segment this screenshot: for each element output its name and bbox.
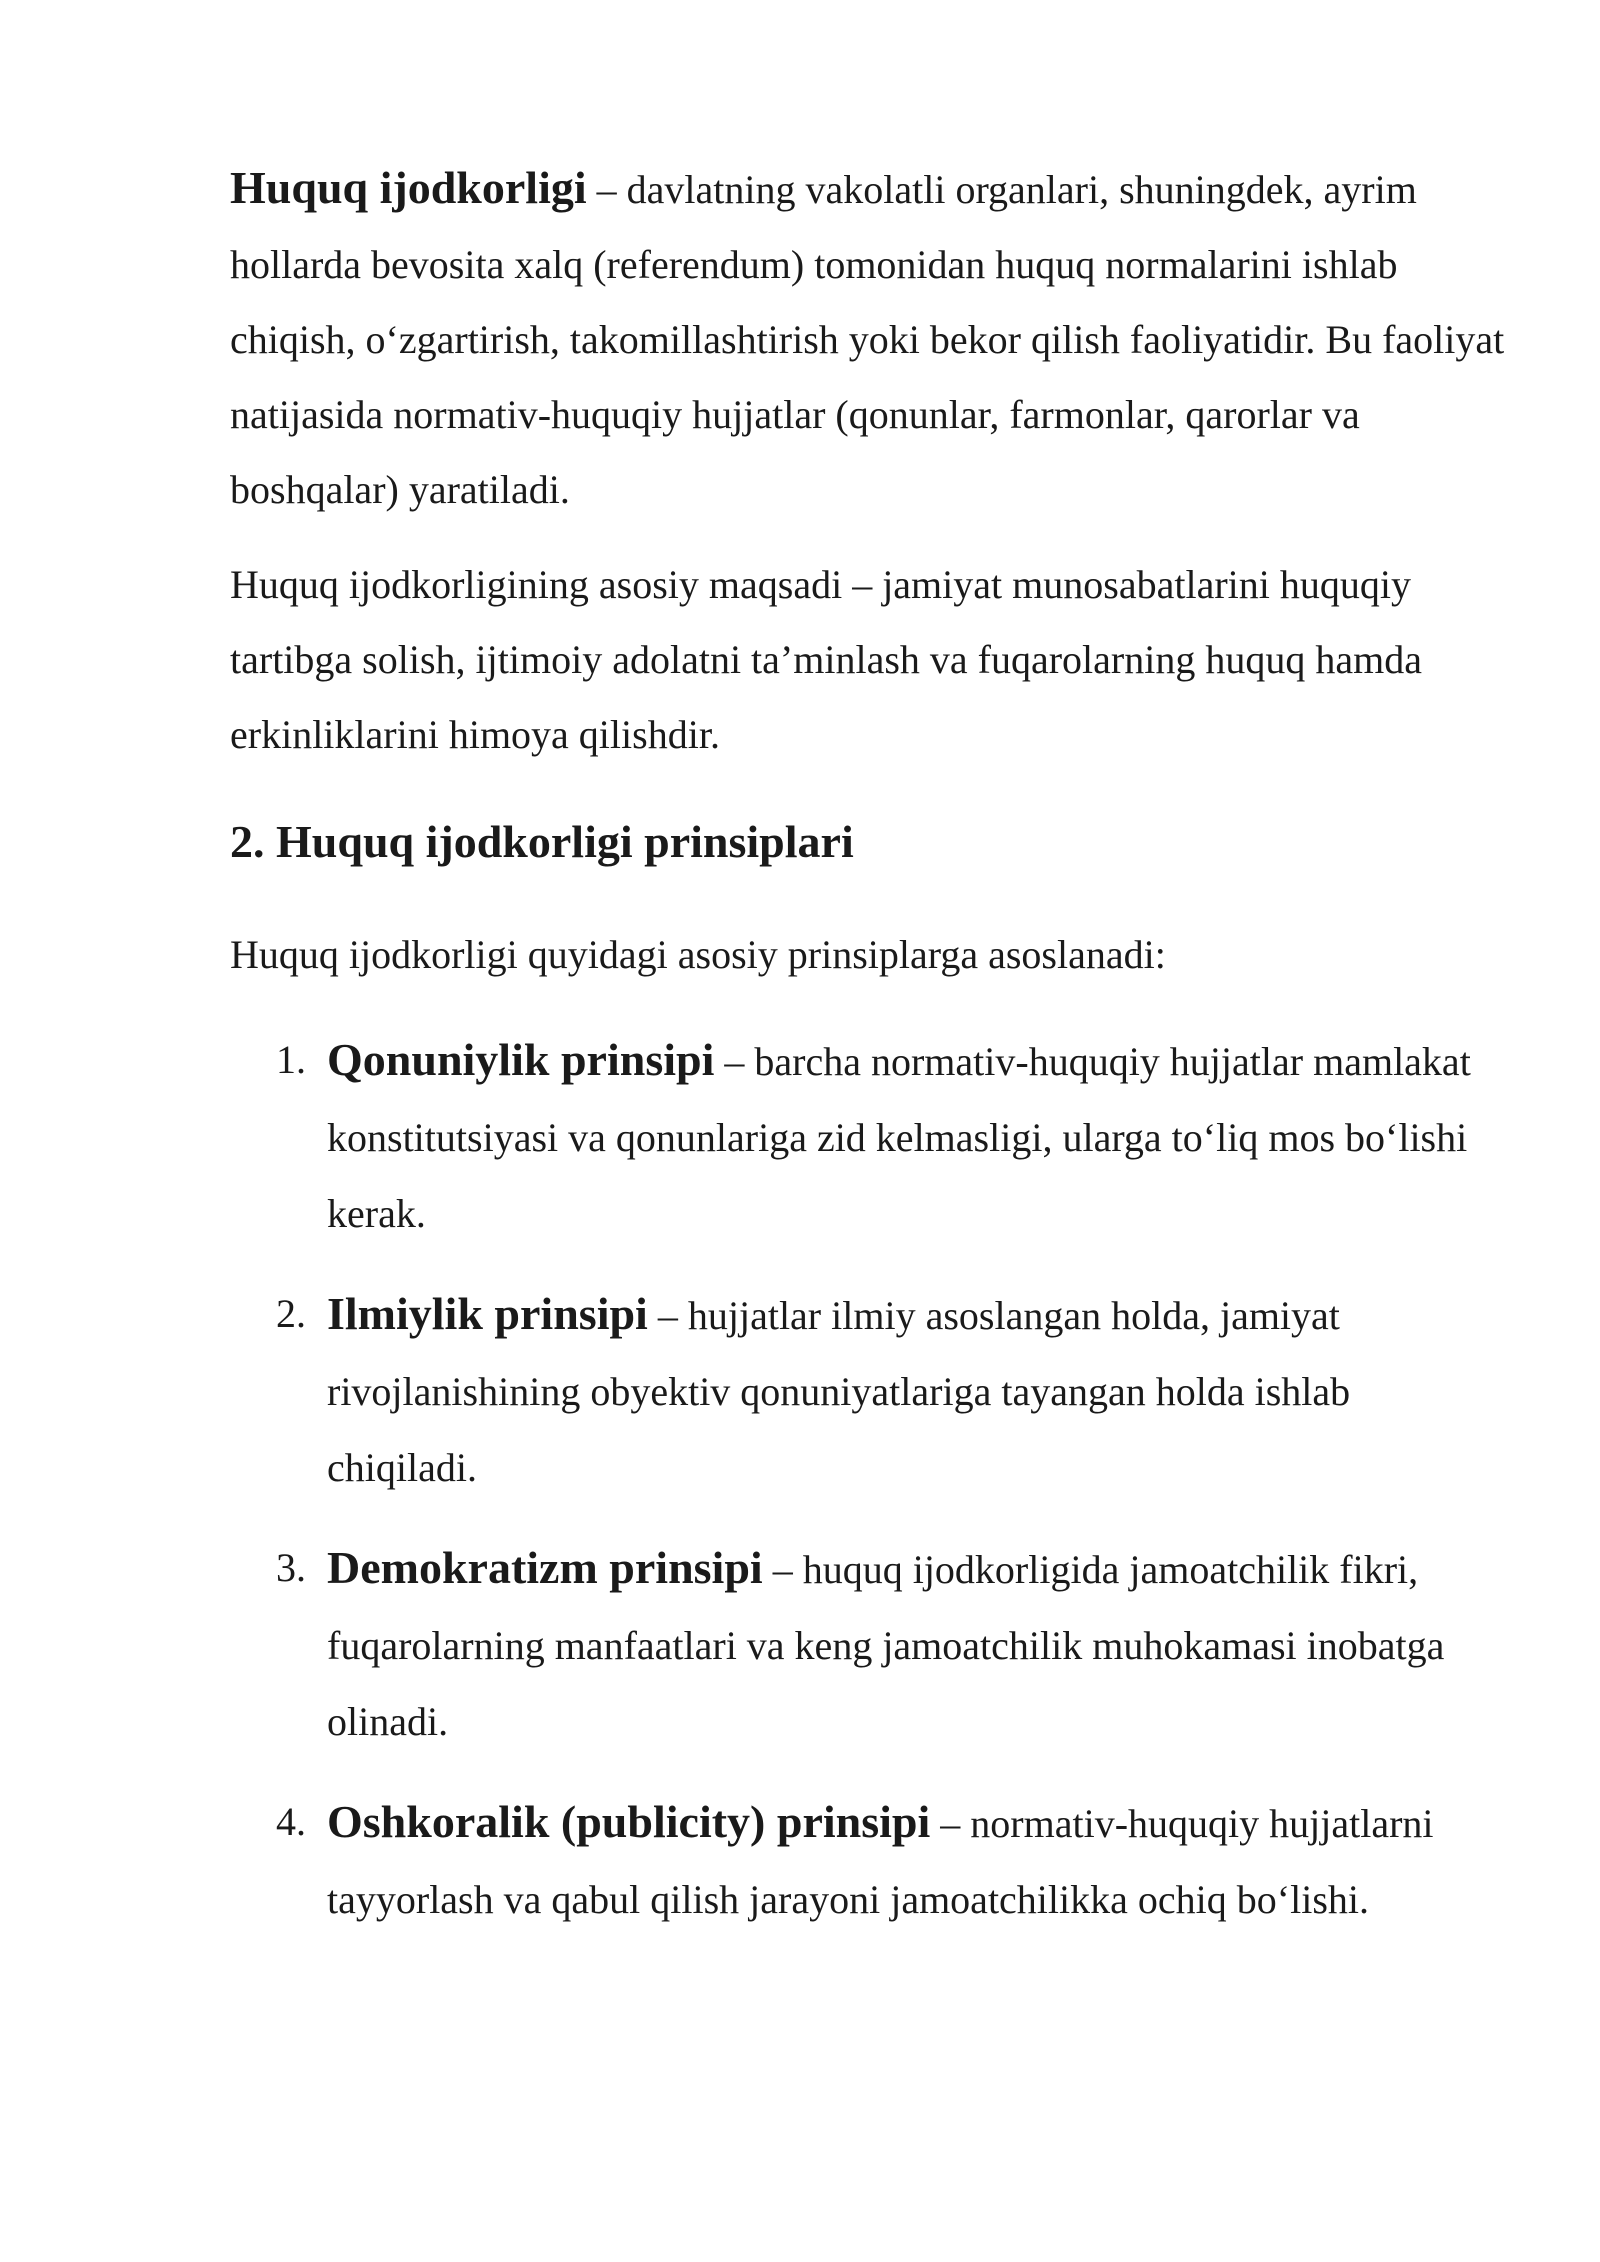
list-item-number: 1. [276, 1037, 306, 1082]
principle-text: – normativ-huquqiy hujjatlarni tayyorlash va qabul qilish jarayoni jamoatchilikka ochiq bo‘lishi. [327, 1801, 1434, 1922]
principle-text: – hujjatlar ilmiy asoslangan holda, jamiyat rivojlanishining obyektiv qonuniyatlariga tayangan holda ishlab chiqiladi. [327, 1293, 1351, 1490]
list-item [230, 1530, 1510, 1760]
principle-term: Ilmiylik prinsipi [327, 1288, 648, 1339]
list-item-number: 3. [276, 1545, 306, 1590]
section-heading: 2. Huquq ijodkorligi prinsiplari [230, 816, 854, 867]
principle-text: – barcha normativ-huquqiy hujjatlar mamlakat konstitutsiyasi va qonunlariga zid kelmasligi, ularga to‘liq mos bo‘lishi kerak. [327, 1039, 1471, 1236]
list-item [230, 1276, 1510, 1506]
purpose-paragraph: Huquq ijodkorligining asosiy maqsadi – jamiyat munosabatlarini huquqiy tartibga solish, ijtimoiy adolatni ta’minlash va fuqarolarning huquq hamda erkinliklarini himoya qilishdir. [230, 562, 1422, 757]
list-item-number: 2. [276, 1291, 306, 1336]
intro-paragraph: Huquq ijodkorligi quyidagi asosiy prinsiplarga asoslanadi: [230, 932, 1166, 977]
definition-paragraph [230, 150, 1510, 527]
principles-list [230, 1022, 1510, 1938]
definition-term: Huquq ijodkorligi [230, 162, 587, 213]
list-item [230, 1022, 1510, 1252]
list-item-number: 4. [276, 1799, 306, 1844]
principle-term: Demokratizm prinsipi [327, 1542, 763, 1593]
principle-text: – huquq ijodkorligida jamoatchilik fikri, fuqarolarning manfaatlari va keng jamoatchilik muhokamasi inobatga olinadi. [327, 1547, 1445, 1744]
definition-text: – davlatning vakolatli organlari, shuningdek, ayrim hollarda bevosita xalq (referendum) tomonidan huquq normalarini ishlab chiqish, o‘zgartirish, takomillashtirish yoki bekor qilish faoliyatidir. Bu faoliyat natijasida normativ-huquqiy hujjatlar (qonunlar, farmonlar, qarorlar va boshqalar) yaratiladi. [230, 167, 1505, 512]
principle-term: Qonuniylik prinsipi [327, 1034, 715, 1085]
principle-term: Oshkoralik (publicity) prinsipi [327, 1796, 931, 1847]
document-page [230, 150, 1510, 1962]
list-item [230, 1784, 1510, 1938]
